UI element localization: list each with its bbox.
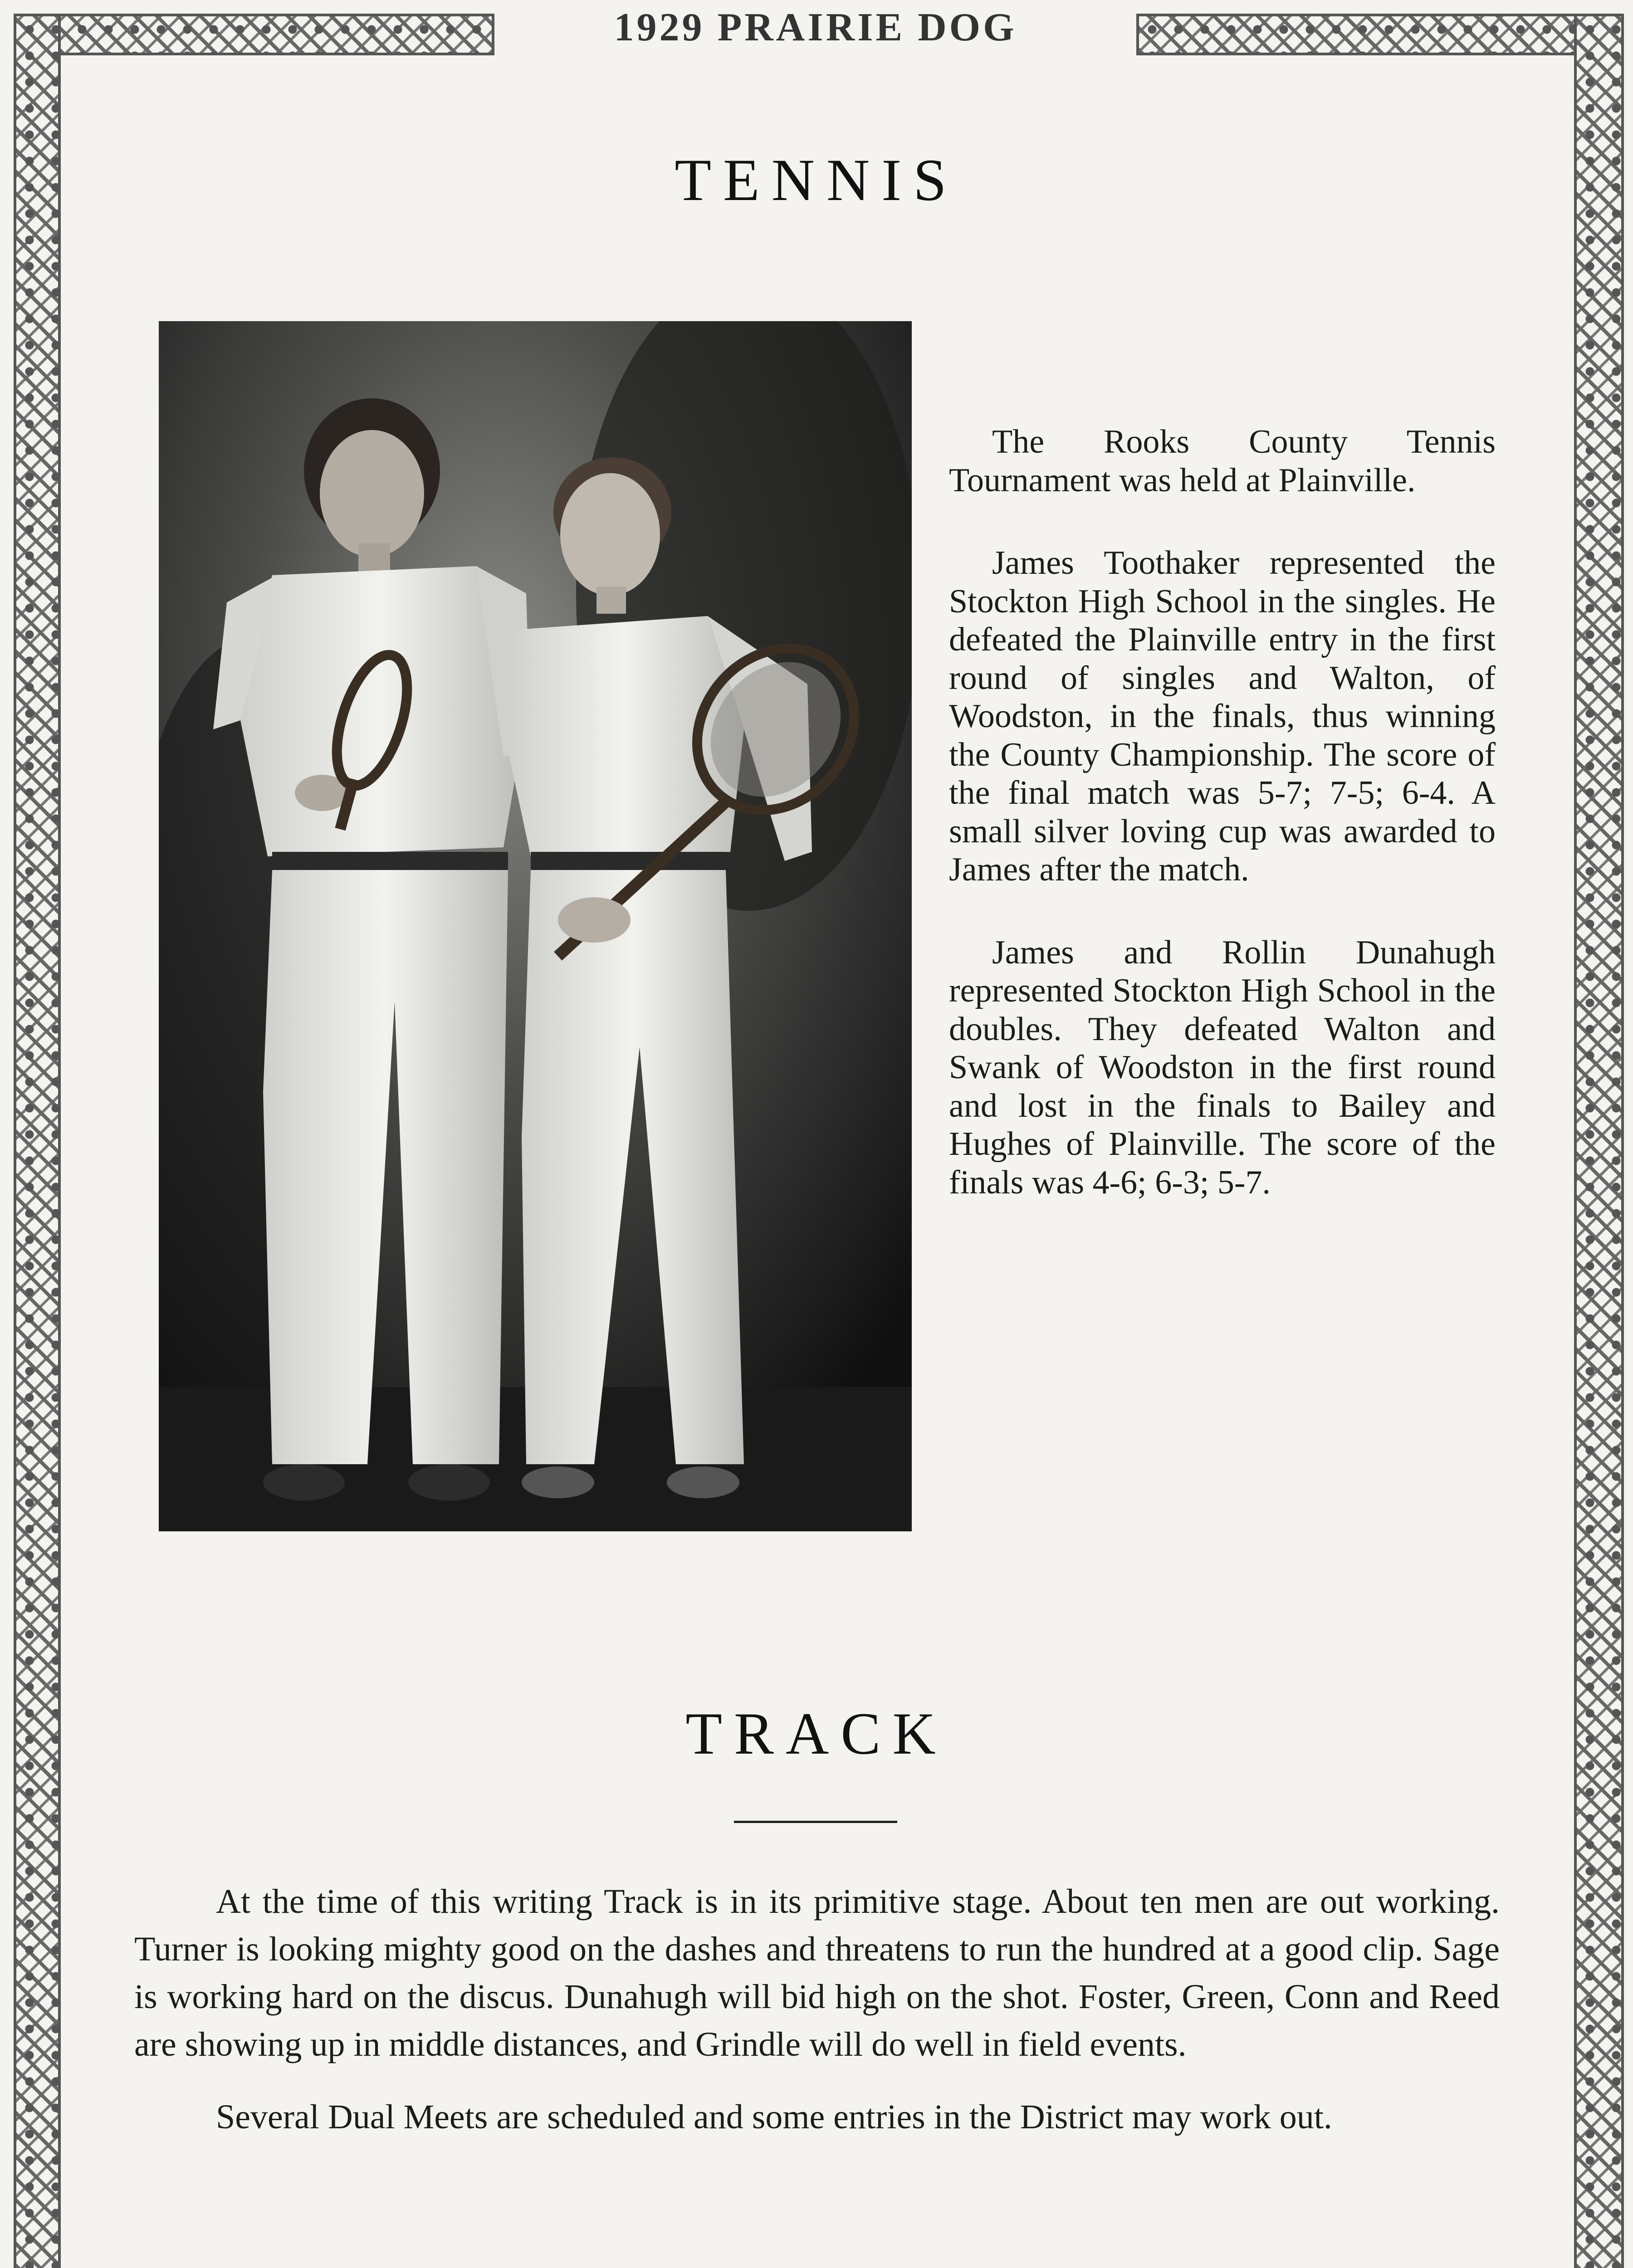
ornamental-border-top-right <box>1136 14 1624 55</box>
tennis-heading: TENNIS <box>675 147 958 213</box>
yearbook-header: 1929 PRAIRIE DOG <box>614 5 1017 49</box>
ornamental-border-top-left <box>14 14 494 55</box>
ornamental-border-left <box>14 14 61 2268</box>
tennis-paragraph: James Toothaker represented the Stockton High School in the singles. He defeated the Plainville entry in the first round of singles and Walton, of Woodston, in the finals, thus winning the County Championship. The score of the final match was 5-7; 7-5; 6-4. A small silver loving cup was awarded to James after the match. <box>949 544 1496 888</box>
tennis-paragraph: The Rooks County Tennis Tournament was held at Plainville. <box>949 423 1496 499</box>
track-heading: TRACK <box>685 1700 948 1767</box>
tennis-article <box>949 423 1496 1246</box>
ornamental-border-right <box>1574 14 1624 2268</box>
track-paragraph: Several Dual Meets are scheduled and some entries in the District may work out. <box>216 2098 1332 2136</box>
tennis-players-photo <box>159 321 912 1531</box>
track-heading-rule <box>734 1821 897 1823</box>
tennis-paragraph: James and Rollin Dunahugh represented Stockton High School in the doubles. They defeated Walton and Swank of Woodston in the first round and lost in the finals to Bailey and Hughes of Plainville. The score of the finals was 4-6; 6-3; 5-7. <box>949 934 1496 1201</box>
track-paragraph: At the time of this writing Track is in its primitive stage. About ten men are out working. Turner is looking mighty good on the dashes and threatens to run the hundred at a good clip. Sage is working hard on the discus. Dunahugh will bid high on the shot. Foster, Green, Conn and Reed are showing up in middle distances, and Grindle will do well in field events. <box>134 1882 1500 2063</box>
track-article <box>134 1878 1500 2166</box>
